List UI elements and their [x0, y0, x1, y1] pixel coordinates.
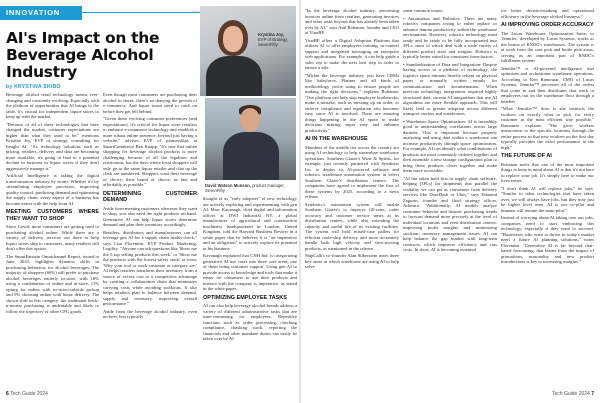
interviewee-photo-caption — [205, 183, 296, 193]
paragraph: The SmartEatstein Omnichannel Report, issued in June 2023, highlights dynamic shifts in purchasing behaviors for alcohol beverages. The majority of shoppers (66%) still prefer to purchase alcohol beverages entirely in-store, with 18% using a combination of online and in-store, 11% opting for online with in-store/curbside pickup and 9% choosing online with home delivery. The shown shift in this category, the traditional brick-n-mortar purchasing is undeniable and likely to follow the trajectory of other CPG goods. — [6, 253, 99, 314]
paragraph: VinoBP offers a Digital Adoption Platform that utilizes AI to offer employees training, in-context support and integrated messaging on enterprise web applications. For example, it can help guide a sales rep to make the next best step in order to ensure a sale. — [305, 37, 399, 70]
paragraph: Kavanagh explained that CNH Ind. is categorizing generative AI use cases into three core areas, one of them being customer support. Using gen AI to provide access to knowledge and tools that make it easier for customers to use their products and interact with the company is imperative, as stated in the white paper. — [203, 253, 297, 291]
paragraph: Artificial Intelligence is taking the digital transformation industry by storm. Whether it's by streamlining employee processes, improving quality control, predicting demand and optimizing the supply chain, every aspect of a business has become easier with the help from AI. — [6, 173, 99, 206]
paragraph: • Automation and Robotics: There are many robotics companies trying to either replace or enhance human productivity within the warehouse environment. However, robotics technology must ready and be ready to be fully incorporated into 3PLs, most of which deal with a wide variety of different product sizes and weights. Robotics is typically better suited for consistent form-factors. — [403, 15, 497, 59]
page-footer-right — [552, 391, 594, 397]
article-column-3 — [203, 196, 297, 388]
paragraph: Aside from the beverage alcohol industry, even no-beer, less typically — [103, 308, 197, 319]
author-photo — [200, 6, 296, 96]
paragraph: Instead of worrying about AI taking over our jobs, companies need to start embracing this technology, especially if they want to succeed. "Businesses who want to thrive in today's market need a future AI planning solutions," notes Florentini. "Generative AI is far beyond chat-based forecasting, that learns from the impact of promotions, seasonality and new product introductions is key to increasing margins." — [501, 215, 594, 264]
paragraph: • Warehouse Space Optimization: AI is incredibly good at understanding correlations across large datasets. This is important because properly analyzing and using data within a warehouse can increase productivity through space optimization. For example, AI can identify what combinations of products are most commonly ordered together and then assemble a new storage configuration plan to bring those products closer together and make them more accessible. — [403, 118, 497, 173]
paragraph: Even though most consumers are purchasing their alcohol in stores, there's no denying the growth of e-commerce. And liquor stores need to catch on before they get left behind. — [103, 92, 197, 114]
paragraph: Rohanan notes that one of the most important things to keep in mind about AI is that it's not here to replace your job. It's simply here to make our lives easier. — [501, 161, 594, 183]
page-number: 7 — [591, 391, 594, 397]
paragraph: "Given these evolving consumer preferences [and expectations], it's critical for liquor store retailers to embrace e-commerce technology and establish a more robust online presence, beyond just having a website," advises EVP of partnerships at SmartCommerce Ben Knapp. "It's true that online shopping for beverage alcohol products is more challenging because of all the legalities and restrictions, but the days where local shoppers will only go to the same liquor retailer and chat up the clerk are numbered. Shoppers want their beverage of choice, their brand of choice, as fast and affordably as possible." — [103, 116, 197, 187]
article-column-5 — [403, 8, 497, 388]
paragraph: Aside from meeting customers wherever they want to shop, you also need the right products on hand. Generative AI can help liquor stores determine demand and plan their inventory accordingly. — [103, 205, 197, 227]
subheading: AI IN THE WAREHOUSE — [305, 136, 368, 142]
paragraph: • Standardization of Data and Integration: Despite having access to a plethora of technology, the logistics space remains heavily reliant on physical paper or manually written emails for communication and documentation. When previous technology integrations required highly structured data, current AI integrations that use AI algorithms are more flexible approach. This will likely lead to greater adoption across different transport carriers and warehouses. — [403, 61, 497, 116]
page-number: 6 — [6, 391, 9, 397]
photo-face — [240, 108, 260, 132]
caption-name: David Watson Munson, — [205, 183, 251, 188]
paragraph: "What 'Jennifer™' does is she instructs the workers on exactly what to pick for every customer in the most efficient way possible," Ramoutar explains. "She gives workers instructions to the specific locations through the entire process so that new workers on the first day typically provides the exact performance to the high." — [501, 106, 594, 150]
paragraph: Jennifer™ is AI-powered intelligence that optimizes and orchestrates warehouse operations. According to Ken Ramoutar, CMO of Lucas Systems, Jennifer™ processes all of the orders that come in and then distributes that work to employees out on the warehouse floor through a headset. — [501, 65, 594, 104]
caption-role: EVP of strategy, SevenFifty — [258, 37, 288, 47]
publication-name: Tech Guide 2024 — [10, 391, 48, 397]
subheading: THE FUTURE OF AI — [501, 153, 552, 159]
section-tab: INNOVATION — [0, 6, 82, 20]
subheading: DETERMINING CUSTOMER DEMAND — [103, 190, 197, 203]
article-headline: AI's Impact on the Beverage Alcohol Industry — [6, 29, 160, 81]
article-column-2 — [103, 92, 197, 388]
paragraph: "I don't think AI will replace jobs," he says. "Similar to other technologies that have taken over, we will always have jobs, but they may just be higher level ones. AI is our co-pilot and humans will remain the main pilot." — [501, 185, 594, 213]
caption-role: product manager, SevenFifty — [205, 183, 285, 193]
photo-body — [206, 56, 262, 96]
publication-name: Tech Guide 2024 — [552, 391, 590, 397]
paragraph: "Because of all of these technologies that have changed the market, customer expectations are higher than what they used to be," mentions Kristina Joy, EVP of strategy consulting for Insight AI. "As technology solutions such as pricing, retailers, delivery and data are becoming more available, it's going to lead to a potential decline in business in liquor stores if they don't aggressively manage it." — [6, 121, 99, 171]
interviewee-photo — [205, 98, 296, 180]
page-footer-left — [6, 391, 48, 397]
paragraph: ShipCalk's co-founder Alan Silberstein notes three key areas in which warehouse are using AI to help solve — [305, 253, 399, 269]
subheading: AI IMPROVING ORDER ACCURACY — [501, 22, 594, 28]
subheading: OPTIMIZING EMPLOYEE TASKS — [203, 294, 287, 301]
paragraph: Since Covid, more consumers are getting used to purchasing alcohol online. While there are a variety of delivery services out there to help liquor stores ship to customers, many retailers still don't offer this option. — [6, 224, 99, 251]
paragraph: thought of as "early adopters" of new technology are actively exploring and experimenting with gen AI. Marc Kavanagh, chief digital and information officer at DWI Industrial NV, a global manufacturer of agricultural and construction machinery headquartered in London, United Kingdom, told the Harvard Business Review in a white paper that he believes it is "an imperative and an obligation" to actively explore its potential in his business. — [203, 196, 297, 251]
page-gutter — [299, 0, 301, 403]
paragraph: some common issues: — [403, 8, 444, 13]
photo-face — [223, 26, 243, 52]
caption-name: Krystina Joy, — [258, 32, 284, 37]
paragraph: for better decision-making and operational efficiency in the beverage alcohol business." — [501, 8, 594, 19]
paragraph: AI can also help beverage alcohol brands address a variety of different administrative tasks that are time-consuming for employees. Repetitive functions such as order processing, checking compliance, chasking stock, reporting the financials and other mundane duties can easily be taken over by AI. — [203, 303, 297, 341]
subheading: MEETING CUSTOMERS WHERE THEY WANT TO SHOP — [6, 209, 99, 222]
article-byline: by KRYSTINA SKIBO — [6, 84, 61, 90]
paragraph: Beverage alcohol retail technology means ever-changing and constantly evolving. Especially with the plethora of opportunities that AI brings to the table, it's crucial for independent liquor stores to keep up with the market. — [6, 92, 99, 119]
article-column-1 — [6, 92, 99, 388]
photo-body — [223, 132, 279, 180]
author-photo-caption — [258, 32, 296, 47]
paragraph: Retailers, distributors and manufacturers can all leverage gen AI for a supply chain health check," says Lisa Florentini, EVP Product Marketing, Logility. "Anyone can ask questions like 'Show me the 5 top selling products this week,' or 'Show me the products with the lowest safety stock' or even, 'Why your tool or work customer or category are.' AI helps retailers transform their inventory from a source of excess cost to a competitive advantage by creating a collaboration chain that minimizes carrying costs while avoiding stockouts. It also helps retailers plan to balance between demand, supply and inventory, improving overall performance." — [103, 229, 197, 306]
paragraph: "Within the beverage industry, you have CRMs like Salesforce, Planner and all kinds of methodology you're using to ensure people are making the right decisions," explains Rohanan. "Our platform can help stop employee bottlenecks, make a mistake, such as messing up an order, or enforce compliance and regulation also becomes easy since AI is involved. There are amazing things happening in the AI space to make decisions making super easy and enhance productivity." — [305, 72, 399, 133]
article-column-4 — [305, 8, 399, 388]
article-column-6 — [501, 8, 594, 388]
paragraph: The Lucas Warehouse Optimization Suite, or 'Jennifer,' developed by Lucas Systems, works as the brains of RNDC's warehouses. The system is at work from the case pick and bottle pick areas, serving as an important part of RNDC's fulfillment system. — [501, 30, 594, 63]
paragraph: "AI has taken hold first in supply chain software, helping [3PLs] for shipments that parallel the visibility we can get as consumers from delivery services like DoorDash or Uber," says Edmund Zagorin, founder and chief strategy officer, Arkestro. "Additionally, AI models analyze consumer behavior and historic purchasing trends to forecast demand more precisely at the level of individual locations and even distribution centers, improving profit margins and minimizing stockout, inventory management issues. AI can help balance the gap market with long-term contracts, which improves efficiency and cuts costs. In short, AI is becoming essential — [403, 175, 497, 252]
paragraph: "In the beverage alcohol industry, processing invoices online from retailers, generating invoices and other tasks beyond that has already been taken over by AI," says Anil Rohanan, founder and CEO at VinoBP. — [305, 8, 399, 35]
paragraph: Members of the middle tier across the country are using AI technology to help streamline warehouse operations. Southern Glazer's Wine & Spirits, for example, just recently partnered with Symbotic Inc. to deploy its AI-powered software and robotics warehouse automation system in select Southern Glazer's distribution centers. The companies have agreed to implement the first of these systems by 2025, according to a news release. — [305, 144, 399, 199]
paragraph: Symbotic's automation system will enable Southern Glazer's to improve fill-rates, order accuracy and customer service times at its distribution centers, while also extending the capacity and useful life of its existing facilities. The system will hold mixed-case pallets for efficient route-ship delivery and more accurately handle both high velocity and slow-moving products, as mentioned in the release. — [305, 201, 399, 251]
